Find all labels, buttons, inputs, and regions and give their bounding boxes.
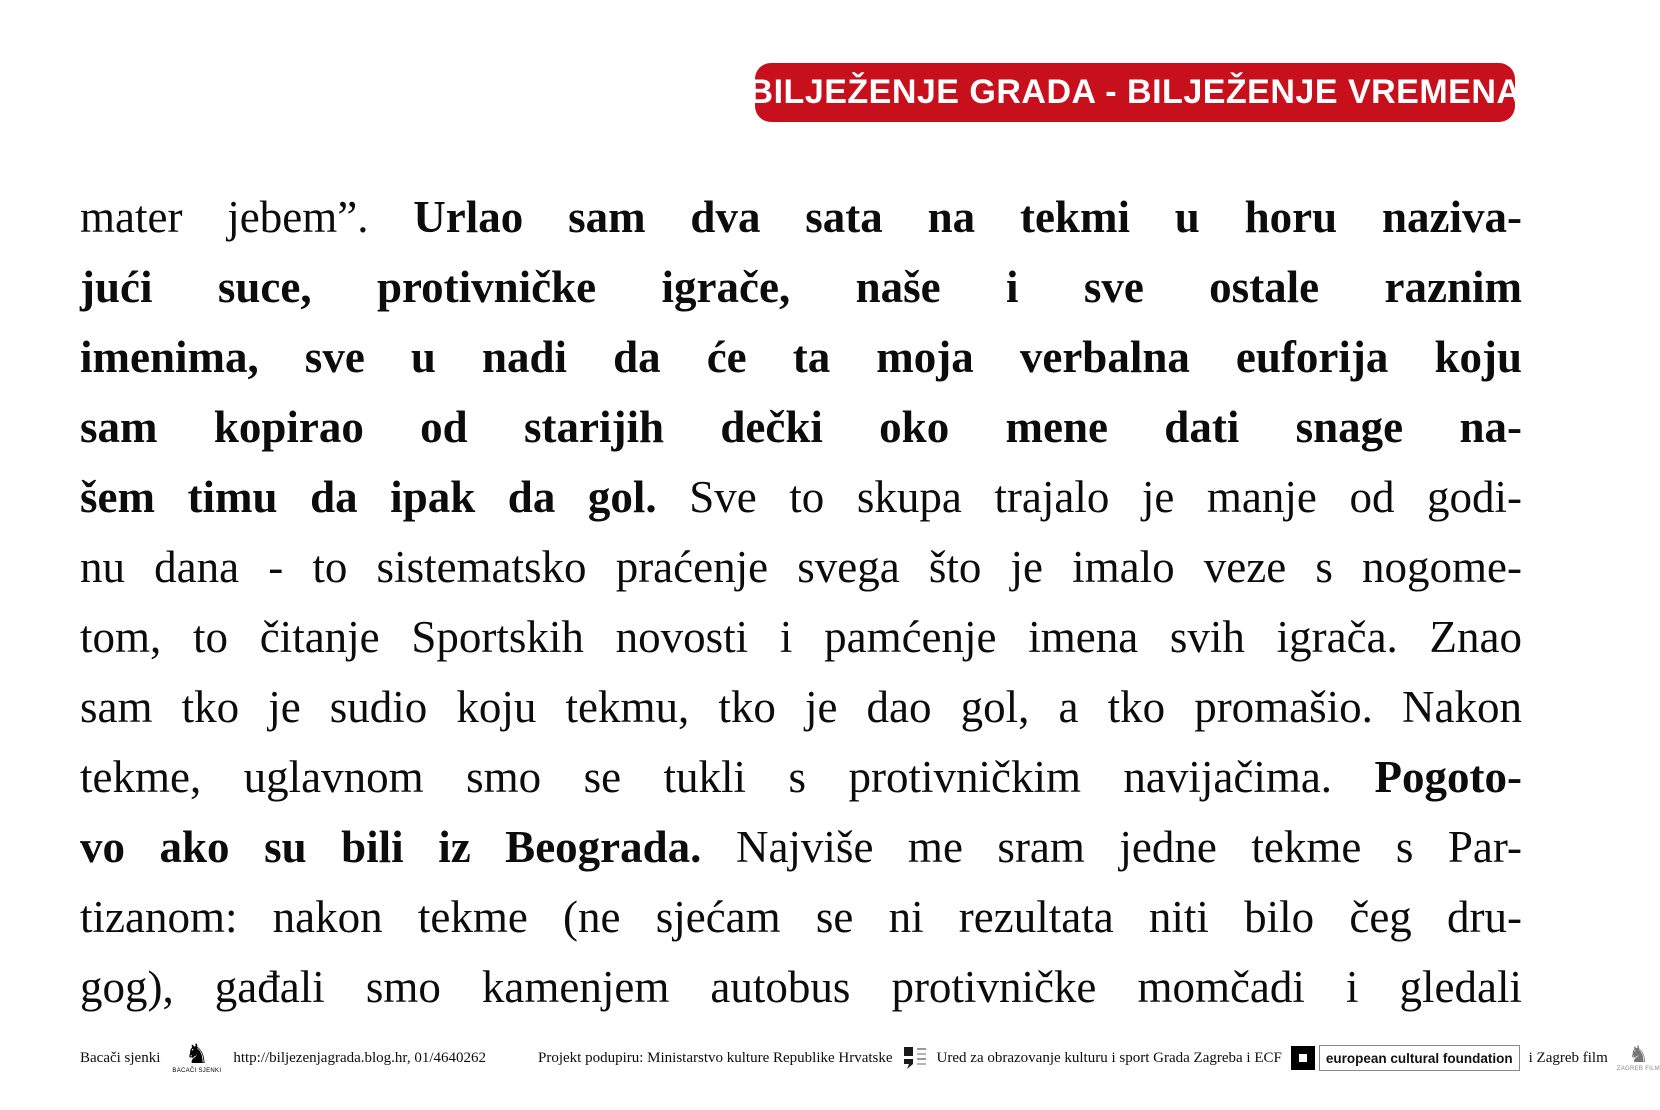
body-text-line-6: nu dana - to sistematsko praćenje svega što je imalo veze s nogome-	[80, 542, 1522, 592]
bacaci-sjenki-logo-caption: BACAČI SJENKI	[172, 1068, 222, 1074]
horse-rider-icon: ♞	[184, 1039, 209, 1070]
body-text-line-1: mater jebem”. Urlao sam dva sata na tekmi u horu naziva-	[80, 192, 1522, 242]
title-banner	[748, 63, 1522, 122]
zagreb-film-logo-caption: ZAGREB FILM	[1616, 1066, 1660, 1072]
body-text-line-12: gog), gađali smo kamenjem autobus protivničke momčadi i gledali	[80, 962, 1522, 1012]
body-text-line-10: vo ako su bili iz Beograda. Najviše me sram jedne tekme s Par-	[80, 822, 1522, 872]
bacaci-sjenki-logo	[172, 1039, 222, 1074]
footer-left	[80, 1036, 486, 1080]
footer-credits	[538, 1036, 1660, 1080]
ecf-label: european cultural foundation	[1325, 1050, 1513, 1066]
body-text-line-11: tizanom: nakon tekme (ne sjećam se ni rezultata niti bilo čeg dru-	[80, 892, 1522, 942]
body-text-line-9: tekme, uglavnom smo se tukli s protivničkim navijačima. Pogoto-	[80, 752, 1522, 802]
body-text-line-8: sam tko je sudio koju tekmu, tko je dao gol, a tko promašio. Nakon	[80, 682, 1522, 732]
ecf-label-box	[1319, 1045, 1520, 1071]
ecf-logo	[1291, 1044, 1520, 1072]
body-text-line-2: jući suce, protivničke igrače, naše i sve ostale raznim	[80, 262, 1522, 312]
body-text	[80, 182, 1522, 1022]
footer-contact: http://biljezenjagrada.blog.hr, 01/4640262	[233, 1049, 486, 1066]
ecf-square-icon	[1291, 1046, 1315, 1070]
footer-zagreb-film-text: i Zagreb film	[1528, 1049, 1608, 1066]
horse-icon: ♞	[1628, 1042, 1649, 1068]
body-text-line-5: šem timu da ipak da gol. Sve to skupa trajalo je manje od godi-	[80, 472, 1522, 522]
body-text-line-7: tom, to čitanje Sportskih novosti i pamćenje imena svih igrača. Znao	[80, 612, 1522, 662]
footer-zagreb-office-text: Ured za obrazovanje kulturu i sport Grada Zagreba i ECF	[936, 1049, 1282, 1066]
footer-org-name: Bacači sjenki	[80, 1049, 161, 1066]
footer-supporters-text: Projekt podupiru: Ministarstvo kulture Republike Hrvatske	[538, 1049, 893, 1066]
footer	[0, 1036, 1660, 1096]
zagreb-city-logo	[902, 1046, 928, 1070]
body-text-line-4: sam kopirao od starijih dečki oko mene dati snage na-	[80, 402, 1522, 452]
zagreb-film-logo	[1617, 1044, 1660, 1072]
title-banner-label: BILJEŽENJE GRADA - BILJEŽENJE VREMENA	[748, 73, 1522, 111]
body-text-line-3: imenima, sve u nadi da će ta moja verbalna euforija koju	[80, 332, 1522, 382]
